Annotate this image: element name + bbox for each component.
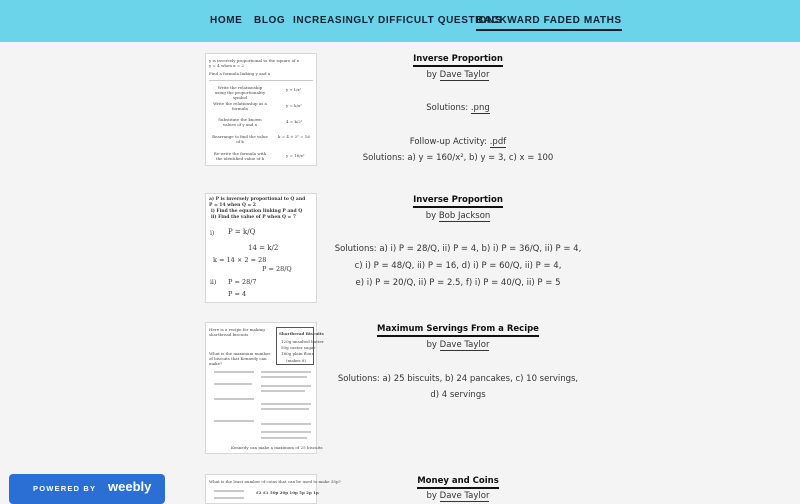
ws3-box-title: Shortbread Biscuits <box>279 331 324 336</box>
entry3-author-line: by Dave Taylor <box>426 340 490 350</box>
entry3-solutions-line1: Solutions: a) 25 biscuits, b) 24 pancakes, c) 10 servings, <box>337 374 579 384</box>
entry4-author-line: by Dave Taylor <box>426 491 490 501</box>
ws3-question: What is the maximum number of biscuits that Kennedy can make? <box>209 351 271 366</box>
entry2-solutions-line2: c) i) P = 48/Q, ii) P = 16, d) i) P = 60/Q, ii) P = 4, <box>354 261 562 271</box>
ws1-row2-math: y = k/x² <box>286 103 302 108</box>
ws1-row3-math: 4 = k/2² <box>286 119 303 124</box>
entry1-followup-link[interactable]: .pdf <box>489 137 507 147</box>
ws2-line1: a) P is inversely proportional to Q and <box>209 197 306 202</box>
ws3-line12 <box>261 431 311 433</box>
ws1-divider <box>209 80 313 81</box>
powered-by-label: POWERED BY <box>33 484 97 493</box>
ws3-box-line3: 180g plain flour <box>281 351 314 356</box>
ws2-line2: P = 14 when Q = 2 <box>209 203 256 208</box>
ws1-question-line2: y = 4 when x = 2 <box>209 63 244 68</box>
entry1-answers: Solutions: a) y = 160/x², b) y = 3, c) x = 100 <box>362 153 554 163</box>
ws3-line4 <box>214 383 252 385</box>
entry1-followup-line: Follow-up Activity: .pdf <box>409 137 507 147</box>
ws3-line2 <box>261 371 311 373</box>
ws3-line7 <box>214 398 254 400</box>
ws1-row5-label: Re-write the formula with the identified value of k <box>213 151 267 161</box>
ws4-line2 <box>214 497 244 499</box>
ws3-line3 <box>261 376 307 378</box>
entry3-title[interactable]: Maximum Servings From a Recipe <box>323 324 593 334</box>
ws2-eq3: k = 14 × 2 = 28 <box>213 256 267 264</box>
entry2-author-line: by Bob Jackson <box>425 211 491 221</box>
entry2-author-link[interactable]: Bob Jackson <box>438 211 491 221</box>
ws3-intro: Here is a recipe for making shortbread biscuits <box>209 327 265 337</box>
worksheet-thumbnail-3[interactable] <box>205 322 324 454</box>
worksheet-thumbnail-4[interactable] <box>205 474 341 504</box>
ws1-row4-label: Rearrange to find the value of k <box>212 134 268 144</box>
worksheet-thumbnail-2[interactable] <box>205 193 317 303</box>
nav-home[interactable]: HOME <box>210 15 243 26</box>
ws2-part-ii: ii) <box>210 279 217 286</box>
entry1-author-link[interactable]: Dave Taylor <box>439 70 490 80</box>
ws2-line3: i) Find the equation linking P and Q <box>211 209 303 214</box>
ws4-line1 <box>214 490 244 492</box>
entry3-solutions-line2: d) 4 servings <box>430 390 486 400</box>
ws3-box-line2: 50g caster sugar <box>281 345 316 350</box>
ws4-question: What is the least number of coins that can be used to make 35p? <box>209 479 341 484</box>
ws2-eq1: P = k/Q <box>228 228 256 236</box>
ws3-footer: Kennedy can make a maximum of 25 biscuits <box>231 445 323 450</box>
nav-blog[interactable]: BLOG <box>254 15 286 26</box>
ws3-line5 <box>261 385 311 387</box>
ws3-line10 <box>214 420 254 422</box>
ws3-line13 <box>261 437 307 439</box>
ws3-line6 <box>261 390 305 392</box>
ws2-part-i: i) <box>210 230 215 237</box>
ws3-box-line4: (makes 8) <box>286 358 306 363</box>
ws1-question-line3: Find a formula linking y and x <box>209 71 271 76</box>
nav-increasingly-difficult-questions[interactable]: INCREASINGLY DIFFICULT QUESTIONS <box>293 15 503 26</box>
entry4-title[interactable]: Money and Coins <box>323 476 593 486</box>
ws4-answer: £2 £1 50p 20p 10p 5p 2p 1p <box>256 490 319 495</box>
ws3-line9 <box>261 408 309 410</box>
ws3-line11 <box>261 423 311 425</box>
ws1-row1-math: y ∝ 1/x² <box>286 87 302 92</box>
entry1-author-line: by Dave Taylor <box>426 70 490 80</box>
entry2-solutions-line1: Solutions: a) i) P = 28/Q, ii) P = 4, b) i) P = 36/Q, ii) P = 4, <box>334 244 582 254</box>
ws1-row4-math: k = 4 × 2² = 16 <box>278 134 310 139</box>
entry3-author-link[interactable]: Dave Taylor <box>439 340 490 350</box>
weebly-logo: weebly <box>108 479 152 494</box>
entry1-solutions-line: Solutions: .png <box>426 103 490 113</box>
entry2-solutions-line3: e) i) P = 20/Q, ii) P = 2.5, f) i) P = 40/Q, ii) P = 5 <box>355 278 561 288</box>
powered-by-weebly-badge[interactable] <box>9 474 165 504</box>
entry1-solutions-link[interactable]: .png <box>470 103 490 113</box>
ws3-line1 <box>214 371 254 373</box>
ws2-eq6: P = 4 <box>228 290 247 298</box>
top-nav <box>0 0 800 42</box>
entry2-title[interactable]: Inverse Proportion <box>323 195 593 205</box>
ws1-question-line1: y is inversely proportional to the square of x <box>209 58 299 63</box>
ws3-box-line1: 120g unsalted butter <box>281 339 324 344</box>
ws2-eq5: P = 28/7 <box>228 278 257 286</box>
ws1-row1-label: Write the relationship using the proportionality symbol <box>214 85 266 100</box>
ws2-line4: ii) Find the value of P when Q = 7 <box>211 215 296 220</box>
entry4-author-link[interactable]: Dave Taylor <box>439 491 490 501</box>
ws1-row2-label: Write the relationship as a formula <box>213 101 267 111</box>
ws3-line8 <box>261 403 311 405</box>
ws2-eq4: P = 28/Q <box>262 265 292 273</box>
nav-backward-faded-maths[interactable]: BACKWARD FADED MATHS <box>476 15 622 31</box>
ws2-eq2: 14 = k/2 <box>248 244 279 252</box>
ws1-row3-label: Substitute the known values of y and x <box>218 117 262 127</box>
worksheet-thumbnail-1[interactable] <box>205 53 317 166</box>
ws1-row5-math: y = 16/x² <box>286 153 305 158</box>
entry1-title[interactable]: Inverse Proportion <box>323 54 593 64</box>
ws3-recipe-box <box>276 327 324 365</box>
